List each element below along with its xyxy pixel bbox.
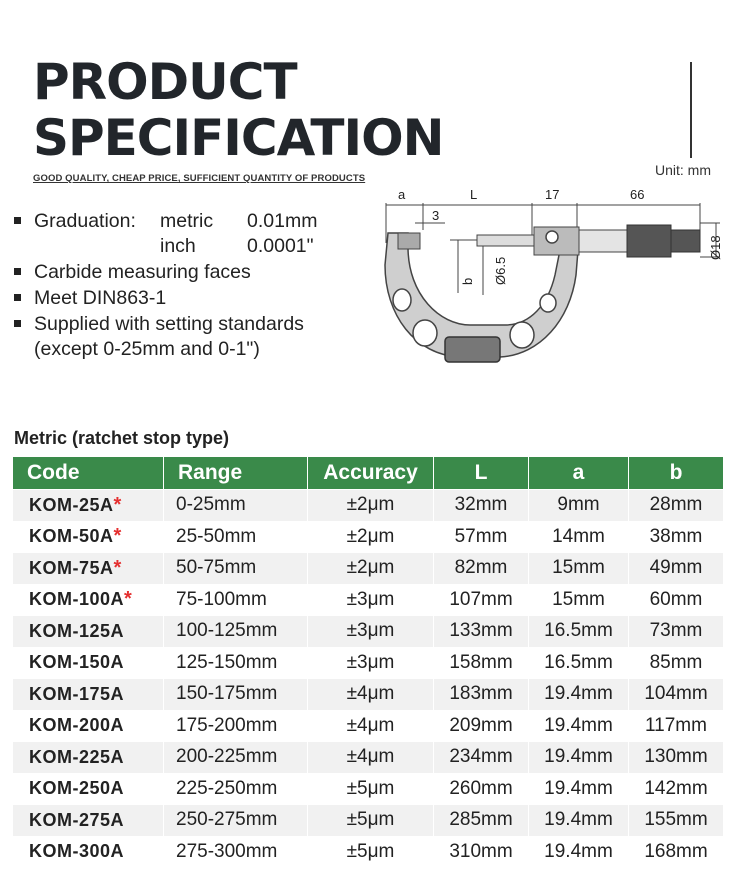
bullet-icon	[14, 268, 21, 275]
cell-b: 155mm	[629, 805, 724, 837]
cell-range: 50-75mm	[164, 553, 308, 585]
cell-accuracy: ±5μm	[308, 805, 434, 837]
micrometer-diagram	[380, 185, 725, 385]
table-row	[13, 710, 724, 742]
cell-L: 310mm	[434, 836, 529, 868]
table-row	[13, 742, 724, 774]
tagline: GOOD QUALITY, CHEAP PRICE, SUFFICIENT QUANTITY OF PRODUCTS	[33, 173, 366, 184]
page-title-line2: SPECIFICATION	[33, 109, 444, 167]
table-row	[13, 521, 724, 553]
cell-accuracy: ±4μm	[308, 679, 434, 711]
table-row	[13, 647, 724, 679]
divider-line	[690, 62, 692, 158]
dim-b-label: b	[460, 277, 475, 285]
cell-L: 82mm	[434, 553, 529, 585]
feature-din: Meet DIN863-1	[34, 287, 167, 309]
cell-accuracy: ±5μm	[308, 773, 434, 805]
table-row	[13, 679, 724, 711]
feature-standards: Supplied with setting standards	[34, 313, 304, 335]
cell-a: 15mm	[529, 584, 629, 616]
cell-b: 28mm	[629, 490, 724, 522]
star-marker: *	[113, 556, 122, 579]
cell-range: 175-200mm	[164, 710, 308, 742]
cell-range: 125-150mm	[164, 647, 308, 679]
header-range: Range	[164, 457, 308, 490]
table-row	[13, 805, 724, 837]
cell-accuracy: ±4μm	[308, 742, 434, 774]
unit-label: Unit: mm	[655, 162, 711, 178]
table-row	[13, 773, 724, 805]
cell-range: 100-125mm	[164, 616, 308, 648]
cell-range: 75-100mm	[164, 584, 308, 616]
cell-L: 107mm	[434, 584, 529, 616]
dim-d65-label: Ø6.5	[493, 256, 508, 285]
cell-accuracy: ±3μm	[308, 647, 434, 679]
cell-b: 168mm	[629, 836, 724, 868]
cell-b: 73mm	[629, 616, 724, 648]
star-marker: *	[113, 493, 122, 516]
cell-a: 19.4mm	[529, 805, 629, 837]
cell-accuracy: ±2μm	[308, 490, 434, 522]
cell-code: KOM-300A	[13, 836, 164, 868]
cell-L: 260mm	[434, 773, 529, 805]
page-title-line1: PRODUCT	[33, 53, 297, 111]
header-a: a	[529, 457, 629, 490]
cell-accuracy: ±5μm	[308, 836, 434, 868]
cell-range: 0-25mm	[164, 490, 308, 522]
dim-66-label: 66	[630, 187, 645, 202]
cell-code: KOM-75A*	[13, 553, 164, 585]
cell-b: 142mm	[629, 773, 724, 805]
cell-accuracy: ±3μm	[308, 584, 434, 616]
cell-accuracy: ±2μm	[308, 521, 434, 553]
header-b: b	[629, 457, 724, 490]
cell-L: 133mm	[434, 616, 529, 648]
table-row	[13, 584, 724, 616]
dim-3-label: 3	[432, 208, 440, 223]
cell-code: KOM-100A*	[13, 584, 164, 616]
cell-range: 275-300mm	[164, 836, 308, 868]
cell-range: 250-275mm	[164, 805, 308, 837]
cell-b: 60mm	[629, 584, 724, 616]
cell-accuracy: ±2μm	[308, 553, 434, 585]
table-row	[13, 836, 724, 868]
cell-a: 19.4mm	[529, 742, 629, 774]
cell-b: 85mm	[629, 647, 724, 679]
graduation-metric-label: metric	[160, 210, 214, 232]
cell-code: KOM-125A	[13, 616, 164, 648]
header-L: L	[434, 457, 529, 490]
cell-code: KOM-25A*	[13, 490, 164, 522]
cell-range: 25-50mm	[164, 521, 308, 553]
bullet-icon	[14, 320, 21, 327]
cell-a: 16.5mm	[529, 647, 629, 679]
cell-b: 117mm	[629, 710, 724, 742]
cell-code: KOM-200A	[13, 710, 164, 742]
bullet-icon	[14, 217, 21, 224]
graduation-metric-value: 0.01mm	[247, 210, 318, 232]
cell-range: 200-225mm	[164, 742, 308, 774]
cell-code: KOM-275A	[13, 805, 164, 837]
cell-range: 225-250mm	[164, 773, 308, 805]
cell-b: 49mm	[629, 553, 724, 585]
dim-a-label: a	[398, 187, 406, 202]
dim-17-label: 17	[545, 187, 560, 202]
spec-table	[12, 456, 724, 868]
table-header-row	[13, 457, 724, 490]
dim-d18-label: Ø18	[708, 235, 723, 260]
header-accuracy: Accuracy	[308, 457, 434, 490]
cell-b: 38mm	[629, 521, 724, 553]
cell-a: 19.4mm	[529, 773, 629, 805]
cell-accuracy: ±3μm	[308, 616, 434, 648]
table-row	[13, 490, 724, 522]
cell-a: 14mm	[529, 521, 629, 553]
star-marker: *	[113, 525, 122, 548]
cell-a: 9mm	[529, 490, 629, 522]
star-marker: *	[124, 588, 133, 611]
cell-a: 16.5mm	[529, 616, 629, 648]
cell-code: KOM-50A*	[13, 521, 164, 553]
dim-L-label: L	[470, 187, 478, 202]
cell-code: KOM-175A	[13, 679, 164, 711]
cell-range: 150-175mm	[164, 679, 308, 711]
bullet-icon	[14, 294, 21, 301]
table-row	[13, 553, 724, 585]
cell-code: KOM-225A	[13, 742, 164, 774]
cell-b: 130mm	[629, 742, 724, 774]
cell-b: 104mm	[629, 679, 724, 711]
cell-L: 32mm	[434, 490, 529, 522]
cell-L: 158mm	[434, 647, 529, 679]
cell-accuracy: ±4μm	[308, 710, 434, 742]
cell-a: 15mm	[529, 553, 629, 585]
cell-code: KOM-250A	[13, 773, 164, 805]
graduation-inch-value: 0.0001"	[247, 235, 314, 257]
feature-standards-note: (except 0-25mm and 0-1")	[34, 338, 260, 360]
cell-a: 19.4mm	[529, 836, 629, 868]
cell-code: KOM-150A	[13, 647, 164, 679]
cell-a: 19.4mm	[529, 710, 629, 742]
cell-L: 183mm	[434, 679, 529, 711]
cell-L: 57mm	[434, 521, 529, 553]
table-title: Metric (ratchet stop type)	[14, 428, 230, 448]
header-code: Code	[13, 457, 164, 490]
graduation-inch-label: inch	[160, 235, 196, 257]
table-row	[13, 616, 724, 648]
graduation-label: Graduation:	[34, 210, 136, 232]
feature-carbide: Carbide measuring faces	[34, 261, 251, 283]
cell-a: 19.4mm	[529, 679, 629, 711]
cell-L: 285mm	[434, 805, 529, 837]
cell-L: 234mm	[434, 742, 529, 774]
cell-L: 209mm	[434, 710, 529, 742]
